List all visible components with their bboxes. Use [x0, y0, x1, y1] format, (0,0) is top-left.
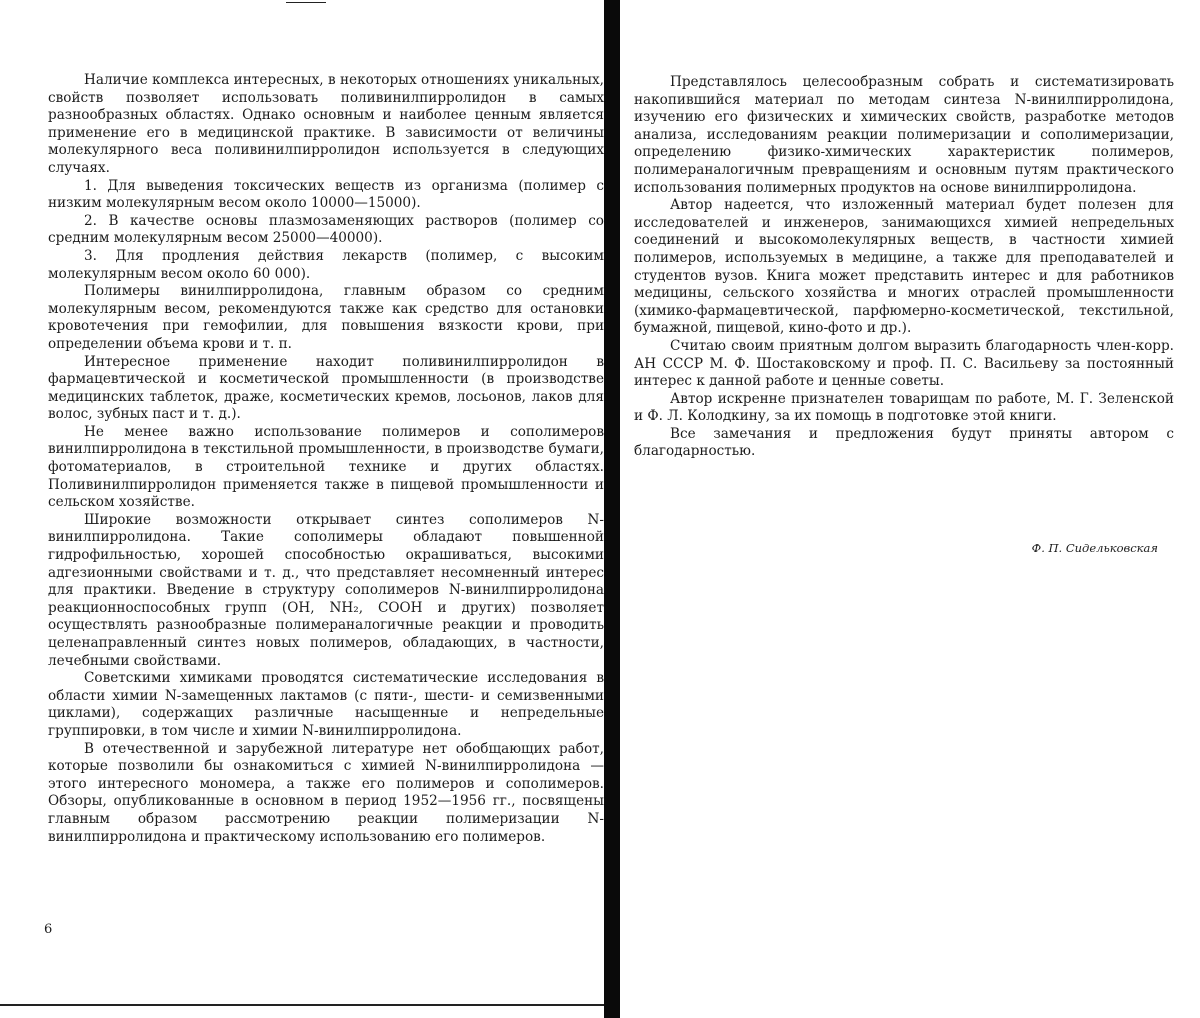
paragraph: Не менее важно использование полимеров и сополимеров винилпирролидона в текстильной промышленности, в производстве бумаги, фотоматериалов, в строительной технике и других областях. Поливинилпирролидон применяется также в пищевой промышленности и сельском хозяйстве. [48, 423, 604, 511]
paragraph: Полимеры винилпирролидона, главным образом со средним молекулярным весом, рекомендуются также как средство для остановки кровотечения при гемофилии, для повышения вязкости крови, при определении объема крови и т. п. [48, 283, 604, 352]
paragraph: Советскими химиками проводятся систематические исследования в области химии N-замещенных лактамов (с пяти-, шести- и семизвенными циклами), содержащих различные насыщенные и непредельные группировки, в том числе и химии N-винилпирролидона. [48, 670, 604, 739]
paragraph: Автор искренне признателен товарищам по работе, М. Г. Зеленской и Ф. Л. Колодкину, за их помощь в подготовке этой книги. [634, 390, 1174, 425]
paragraph: Наличие комплекса интересных, в некоторых отношениях уникальных, свойств позволяет использовать поливинилпирролидон в самых разнообразных областях. Однако основным и наиболее ценным является применение его в медицинской практике. В зависимости от величины молекулярного веса поливинилпирролидон используется в следующих случаях. [48, 72, 604, 176]
right-page [620, 0, 1200, 1018]
page-number: 6 [44, 922, 53, 937]
paragraph: Представлялось целесообразным собрать и систематизировать накопившийся материал по методам синтеза N-винилпирролидона, изучению его физических и химических свойств, разработке методов анализа, исследованиям реакции полимеризации и сополимеризации, определению физико-химических характеристик полимеров, полимераналогичным превращениям и основным путям практического использования полимерных продуктов на основе винилпирролидона. [634, 74, 1174, 196]
scan-artifact-line [0, 1004, 604, 1006]
author-signature: Ф. П. Сидельковская [1031, 541, 1158, 555]
paragraph: Автор надеется, что изложенный материал будет полезен для исследователей и инженеров, занимающихся химией непредельных соединений и высокомолекулярных веществ, в частности химией полимеров, используемых в медицине, а также для преподавателей и студентов вузов. Книга может представить интерес и для работников медицины, сельского хозяйства и многих отраслей промышленности (химико-фармацевтической, парфюмерно-косметической, текстильной, бумажной, пищевой, кино-фото и др.). [634, 197, 1174, 337]
paragraph: Все замечания и предложения будут приняты автором с благодарностью. [634, 425, 1174, 460]
book-gutter [604, 0, 620, 1018]
paragraph: Интересное применение находит поливинилпирролидон в фармацевтической и косметической промышленности (в производстве медицинских таблеток, драже, косметических кремов, лосьонов, лаков для волос, зубных паст и т. д.). [48, 353, 604, 423]
left-page-text [48, 72, 604, 846]
paragraph: В отечественной и зарубежной литературе нет обобщающих работ, которые позволили бы ознакомиться с химией N-винилпирролидона — этого интересного мономера, а также его полимеров и сополимеров. Обзоры, опубликованные в основном в период 1952—1956 гг., посвящены главным образом рассмотрению реакции полимеризации N-винилпирролидона и практическому использованию его полимеров. [48, 740, 604, 845]
paragraph: Широкие возможности открывает синтез сополимеров N-винилпирролидона. Такие сополимеры обладают повышенной гидрофильностью, хорошей способностью окрашиваться, высокими адгезионными свойствами и т. д., что представляет несомненный интерес для практики. Введение в структуру сополимеров N-винилпирролидона реакционноспособных групп (OH, NH₂, COOH и других) позволяет осуществлять разнообразные полимераналогичные реакции и проводить целенаправленный синтез новых полимеров, обладающих, в частности, лечебными свойствами. [48, 511, 604, 669]
right-page-text [634, 74, 1174, 461]
paragraph: 2. В качестве основы плазмозаменяющих растворов (полимер со средним молекулярным весом 25000—40000). [48, 212, 604, 247]
paragraph: 3. Для продления действия лекарств (полимер, с высоким молекулярным весом около 60 000). [48, 247, 604, 282]
paragraph: Считаю своим приятным долгом выразить благодарность член-корр. АН СССР М. Ф. Шостаковскому и проф. П. С. Васильеву за постоянный интерес к данной работе и ценные советы. [634, 337, 1174, 390]
paragraph: 1. Для выведения токсических веществ из организма (полимер с низким молекулярным весом около 10000—15000). [48, 177, 604, 212]
scan-artifact-line [286, 2, 326, 3]
